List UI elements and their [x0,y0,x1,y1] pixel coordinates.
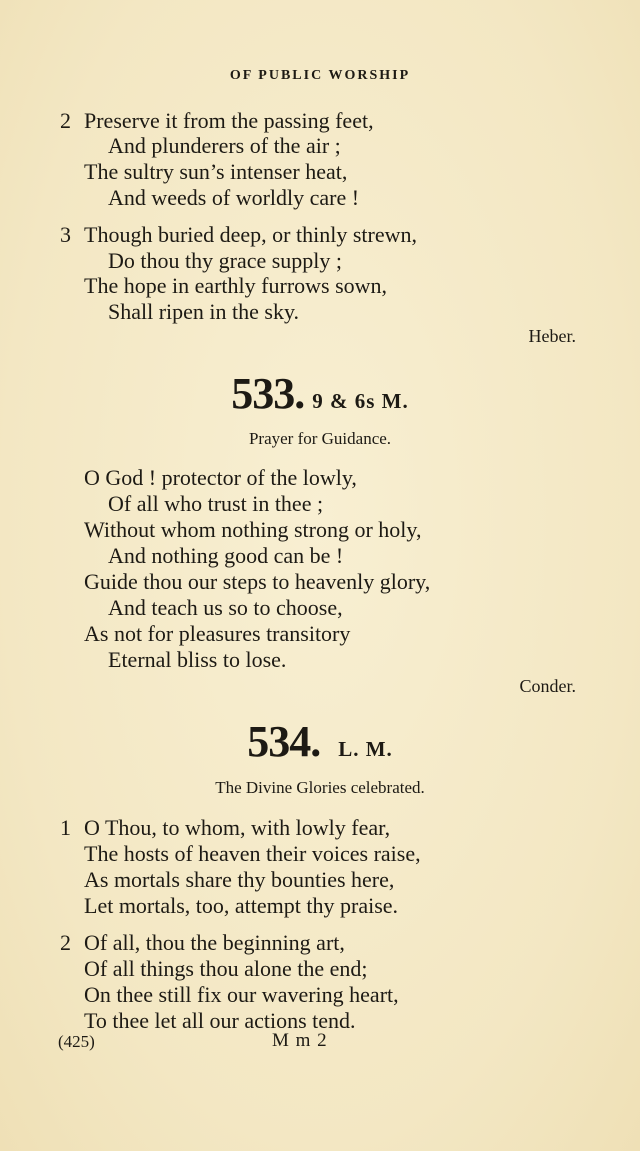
hymn-line: O God ! protector of the lowly, [84,465,357,490]
hymn-line: Preserve it from the passing feet, [84,108,374,133]
hymn-line: Let mortals, too, attempt thy praise. [84,893,399,918]
hymn-meter: 9 & 6s M. [312,389,409,413]
verse-number: 3 [60,222,71,247]
hymn-title: The Divine Glories celebrated. [215,778,425,797]
verse-number: 2 [60,930,71,955]
hymn-line: Guide thou our steps to heavenly glory, [84,569,431,594]
hymn-heading [0,716,640,767]
signature-mark: M m 2 [272,1030,328,1051]
hymn-line: As not for pleasures transitory [84,621,351,646]
hymn-title: Prayer for Guidance. [248,429,392,448]
hymn-line: Eternal bliss to lose. [108,647,287,672]
hymn-line: And plunderers of the air ; [108,133,341,158]
verse-number: 1 [60,815,71,840]
hymn-number: 533. [231,369,305,418]
hymn-line: Of all things thou alone the end; [84,956,368,981]
hymn-line: O Thou, to whom, with lowly fear, [84,815,391,840]
hymn-line: Do thou thy grace supply ; [108,248,343,273]
hymn-line: The sultry sun’s intenser heat, [84,159,348,184]
hymn-line: And weeds of worldly care ! [108,185,360,210]
hymn-line: Though buried deep, or thinly strewn, [84,222,417,247]
hymn-line: And teach us so to choose, [108,595,343,620]
hymn-line: To thee let all our actions tend. [84,1008,356,1033]
hymn-line: On thee still fix our wavering heart, [84,982,399,1007]
hymn-line: Shall ripen in the sky. [108,299,300,324]
verse-number: 2 [60,108,71,133]
hymn-heading [0,368,640,419]
running-head: OF PUBLIC WORSHIP [229,68,411,83]
hymn-line: As mortals share thy bounties here, [84,867,395,892]
hymn-line: The hosts of heaven their voices raise, [84,841,421,866]
hymn-meter: L. M. [338,737,393,761]
hymn-line: Of all who trust in thee ; [108,491,324,516]
author-attribution: Heber. [528,326,576,346]
hymn-number: 534. [247,717,321,766]
author-attribution: Conder. [519,676,576,696]
hymn-line: The hope in earthly furrows sown, [84,273,388,298]
hymn-line: And nothing good can be ! [108,543,344,568]
hymn-line: Without whom nothing strong or holy, [84,517,422,542]
page-number: (425) [58,1032,95,1051]
hymn-line: Of all, thou the beginning art, [84,930,345,955]
